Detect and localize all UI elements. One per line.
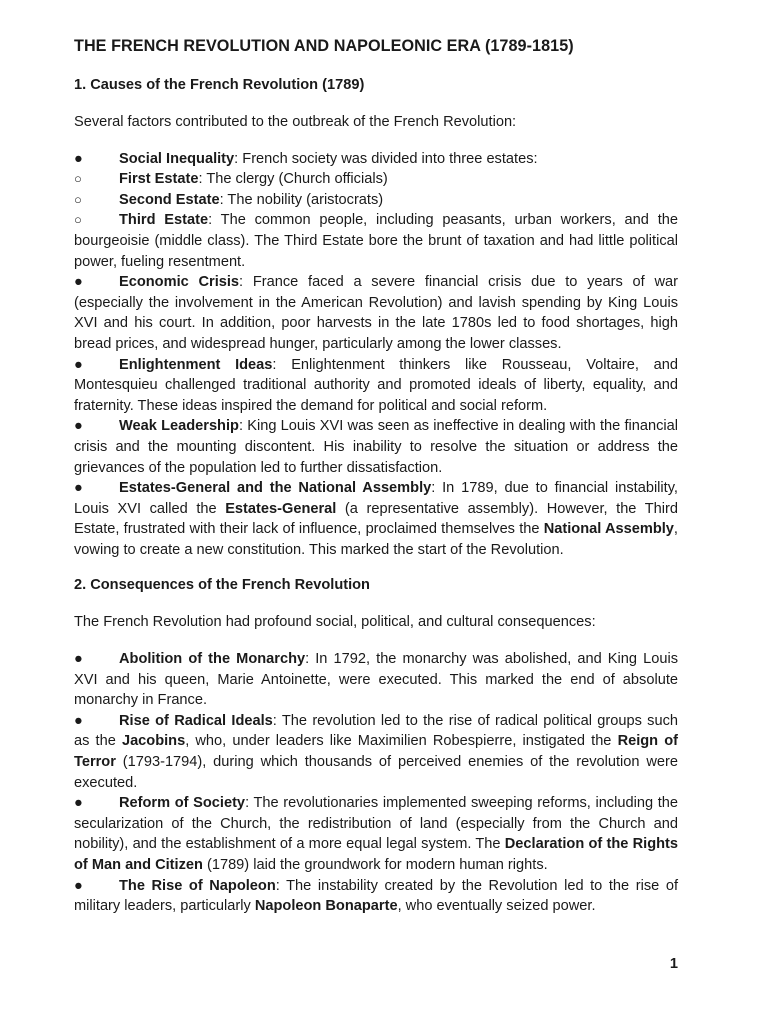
item-text: : The revolution led to the rise of radical political groups such as the bbox=[74, 712, 678, 750]
item-text: (a representative assembly). However, the Third Estate, frustrated with their lack of influence, proclaimed themselves the bbox=[74, 500, 679, 538]
item-text: : The instability created by the Revolution led to the rise of military leaders, particularly bbox=[74, 877, 679, 915]
item-text: : France faced a severe financial crisis due to years of war (especially the involvement in the American Revolution) and lavish spending by King Louis XVI and his court. In addition, poor harvests in the late 1780s led to food shortages, high bread prices, and widespread hunger, particularly among the lower classes. bbox=[74, 274, 678, 352]
list-item bbox=[74, 355, 678, 417]
bullet-icon: ● bbox=[74, 274, 83, 291]
bullet-icon: ● bbox=[74, 795, 83, 812]
bold-term: Second Estate bbox=[119, 191, 220, 208]
page-number: 1 bbox=[669, 956, 678, 972]
bold-term: Economic Crisis bbox=[119, 274, 240, 291]
list-item bbox=[74, 876, 678, 917]
item-text: : The clergy (Church officials) bbox=[198, 171, 388, 188]
section-intro-causes: Several factors contributed to the outbreak of the French Revolution: bbox=[74, 114, 517, 130]
bold-term: Third Estate bbox=[119, 212, 209, 229]
section-heading-consequences: 2. Consequences of the French Revolution bbox=[74, 577, 370, 594]
section-intro-consequences: The French Revolution had profound social, political, and cultural consequences: bbox=[74, 614, 596, 631]
bullet-icon: ● bbox=[74, 356, 83, 373]
bullet-icon: ● bbox=[74, 877, 83, 894]
hollow-bullet-icon: ○ bbox=[74, 171, 82, 187]
item-text: : Enlightenment thinkers like Rousseau, Voltaire, and Montesquieu challenged traditional authority and promoted ideals of liberty, equality, and fraternity. These ideas inspired the demand for political and social reform. bbox=[74, 356, 679, 414]
item-text: : The common people, including peasants, urban workers, and the bourgeoisie (middle class). The Third Estate bore the brunt of taxation and had little political power, fueling resentment. bbox=[74, 212, 678, 270]
bold-term: Estates-General and the National Assembly bbox=[119, 480, 432, 497]
item-text: (1789) laid the groundwork for modern human rights. bbox=[202, 857, 548, 873]
item-text: : The nobility (aristocrats) bbox=[219, 191, 384, 208]
bullet-icon: ● bbox=[74, 480, 83, 497]
bold-term: National Assembly bbox=[543, 521, 674, 538]
section-heading-causes: 1. Causes of the French Revolution (1789) bbox=[74, 77, 365, 93]
item-text: (1793-1794), during which thousands of perceived enemies of the revolution were executed. bbox=[74, 754, 678, 791]
item-text: : In 1789, due to financial instability, Louis XVI called the bbox=[74, 480, 678, 517]
bold-term: Abolition of the Monarchy bbox=[119, 651, 306, 668]
sub-list-item bbox=[74, 190, 678, 211]
bold-term: Reform of Society bbox=[119, 795, 246, 812]
item-text: : The revolutionaries implemented sweeping reforms, including the secularization of the Church, the redistribution of land (especially from the Church and nobility), and the establishment of a more equal legal system. The bbox=[74, 795, 678, 853]
item-text: , who eventually seized power. bbox=[397, 898, 596, 915]
hollow-bullet-icon: ○ bbox=[74, 212, 82, 228]
bullet-icon: ● bbox=[74, 712, 83, 729]
bold-term: Jacobins bbox=[121, 733, 186, 750]
bold-term: Napoleon Bonaparte bbox=[254, 898, 398, 915]
list-item bbox=[74, 478, 678, 560]
bold-term: First Estate bbox=[119, 171, 199, 188]
bold-term: Rise of Radical Ideals bbox=[119, 712, 273, 729]
bold-term: Estates-General bbox=[225, 500, 337, 517]
bullet-icon: ● bbox=[74, 150, 83, 167]
item-text: : In 1792, the monarchy was abolished, and King Louis XVI and his queen, Marie Antoinette, were executed. This marked the end of absolute monarchy in France. bbox=[74, 651, 678, 709]
list-item bbox=[74, 416, 678, 478]
sub-list-item bbox=[74, 169, 678, 190]
causes-list bbox=[74, 149, 678, 561]
hollow-bullet-icon: ○ bbox=[74, 191, 82, 207]
bullet-icon: ● bbox=[74, 418, 83, 435]
document-title: THE FRENCH REVOLUTION AND NAPOLEONIC ERA (1789-1815) bbox=[74, 37, 574, 55]
list-item bbox=[74, 149, 678, 170]
list-item bbox=[74, 793, 678, 875]
list-item bbox=[74, 272, 678, 354]
item-text: : French society was divided into three estates: bbox=[234, 150, 538, 167]
bold-term: Social Inequality bbox=[119, 150, 235, 167]
bold-term: Declaration of the Rights of Man and Citizen bbox=[74, 836, 678, 873]
item-text: , vowing to create a new constitution. This marked the start of the Revolution. bbox=[74, 521, 678, 558]
bold-term: Reign of Terror bbox=[74, 733, 679, 771]
bold-term: Weak Leadership bbox=[119, 418, 239, 435]
bold-term: Enlightenment Ideas bbox=[119, 356, 273, 373]
bold-term: The Rise of Napoleon bbox=[119, 877, 276, 894]
bullet-icon: ● bbox=[74, 651, 83, 668]
consequences-list bbox=[74, 649, 678, 917]
sub-list-item bbox=[74, 210, 678, 272]
item-text: , who, under leaders like Maximilien Robespierre, instigated the bbox=[185, 733, 618, 750]
list-item bbox=[74, 649, 678, 711]
item-text: : King Louis XVI was seen as ineffective in dealing with the financial crisis and the mounting discontent. His inability to resolve the situation or address the grievances of the population led to further dissatisfaction. bbox=[74, 418, 678, 476]
list-item bbox=[74, 711, 678, 793]
